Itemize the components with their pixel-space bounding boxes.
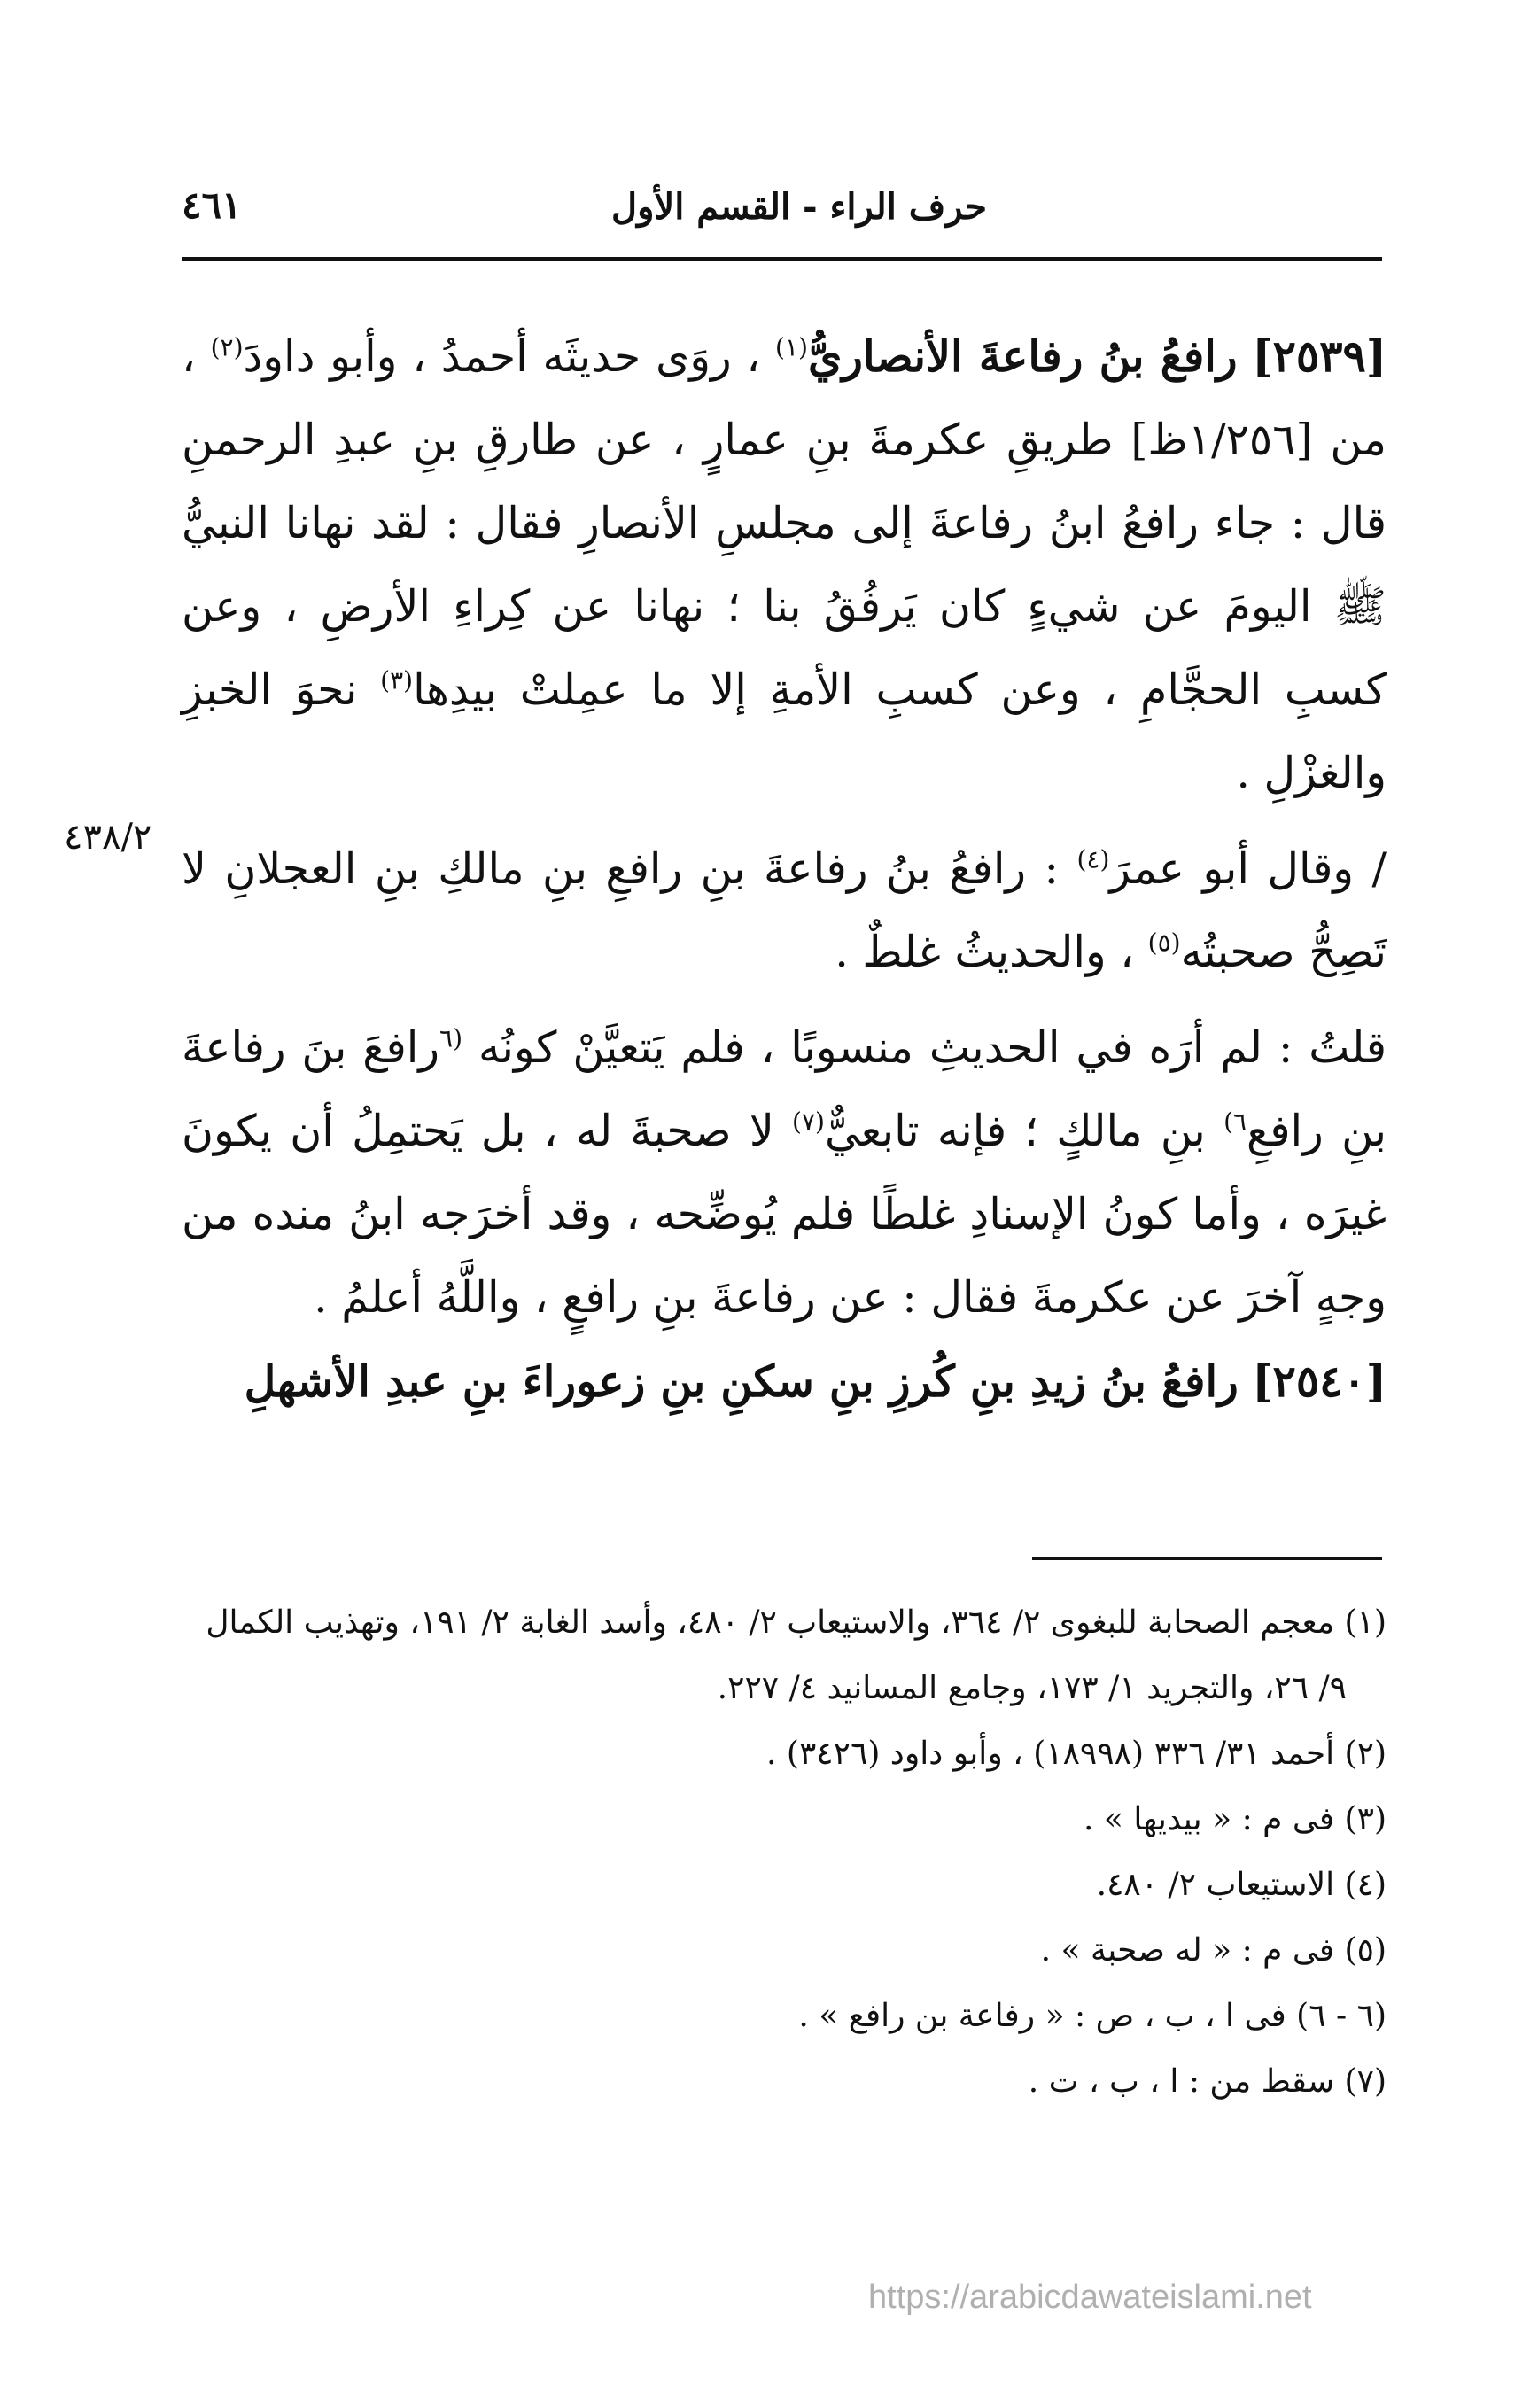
footnote: (٢) أحمد ٣١/ ٣٣٦ (١٨٩٩٨) ، وأبو داود (٣٤٢٦) . (766, 1736, 1387, 1772)
footnote: (٣) فى م : « بيديها » . (1083, 1801, 1387, 1837)
text-run: لا صحبةَ له ، بل يَحتمِلُ أن يكونَ غيرَه ، وأما كونُ الإسنادِ غلطًا فلم يُوضِّحه ، وقد أخرَجه ابنُ منده من وجهٍ آخرَ عن عكرمةَ فقال : عن رفاعةَ بنِ رافعٍ ، واللَّهُ أعلمُ . (182, 1106, 1387, 1323)
text-run: قلتُ : لم أرَه في الحديثِ منسوبًا ، فلم يَتعيَّنْ كونُه (478, 1022, 1387, 1073)
entry-name: رافعُ بنُ رفاعةَ الأنصاريُّ (807, 330, 1238, 382)
abu-umar-paragraph (182, 827, 1387, 994)
footnote-ref[interactable]: ٦) (1223, 1107, 1247, 1137)
footnote: (٦ - ٦) فى ا ، ب ، ص : « رفاعة بن رافع » . (798, 1998, 1387, 2034)
text-run: ، روَى حديثَه أحمدُ ، وأبو داودَ (243, 331, 761, 382)
text-run: رافعَ بنَ رفاعةَ بنِ رافعِ (182, 1022, 1387, 1156)
entry-number: [٢٥٤٠] (1252, 1355, 1387, 1407)
footnote-ref[interactable]: (٦ (439, 1023, 463, 1053)
watermark-url: https://arabicdawateislami.net (868, 2279, 1312, 2316)
footnote: (٧) سقط من : ا ، ب ، ت . (1028, 2063, 1387, 2100)
entry-number: [٢٥٣٩] (1252, 330, 1387, 382)
page-number: ٤٦١ (182, 183, 242, 227)
footnote-ref[interactable]: (٢) (210, 332, 244, 362)
footnote-rule (1032, 1557, 1382, 1560)
footnote-continuation: ٩/ ٢٦، والتجريد ١/ ١٧٣، وجامع المسانيد ٤/ ٢٢٧. (717, 1670, 1347, 1706)
entry-name: رافعُ بنُ زيدِ بنِ كُرزِ بنِ سكنِ بنِ زعوراءَ بنِ عبدِ الأشهلِ (244, 1355, 1239, 1407)
margin-reference: ٤٣٨/٢ (64, 817, 152, 858)
text-run: ، والحديثُ غلطٌ . (835, 927, 1135, 977)
footnote: (٤) الاستيعاب ٢/ ٤٨٠. (1096, 1867, 1387, 1903)
text-run: بنِ مالكٍ ؛ فإنه تابعيٌّ (824, 1106, 1206, 1156)
text-run: : رافعُ بنُ رفاعةَ بنِ رافعِ بنِ مالكِ بنِ العجلانِ لا تَصِحُّ صحبتُه (182, 843, 1387, 977)
entry-2540 (182, 1340, 1387, 1424)
footnotes (182, 1590, 1387, 2115)
footnote: (١) معجم الصحابة للبغوى ٢/ ٣٦٤، والاستيعاب ٢/ ٤٨٠، وأسد الغابة ٢/ ١٩١، وتهذيب الكمال (206, 1604, 1387, 1641)
main-text (182, 315, 1387, 1424)
footnote-ref[interactable]: (١) (775, 332, 808, 362)
header-rule (182, 257, 1382, 261)
text-run: ، من [١/٢٥٦ظ] طريقِ عكرمةَ بنِ عمارٍ ، عن طارقِ بنِ عبدِ الرحمنِ قال : جاء رافعُ ابنُ رفاعةَ إلى مجلسِ الأنصارِ فقال : لقد نهانا النبيُّ ﷺ اليومَ عن شيءٍ كان يَرفُقُ بنا ؛ نهانا عن كِراءِ الأرضِ ، وعن كسبِ الحجَّامِ ، وعن كسبِ الأمةِ إلا ما عمِلتْ بيدِها (182, 331, 1387, 715)
qultu-paragraph (182, 1006, 1387, 1340)
footnote-ref[interactable]: (٥) (1147, 928, 1181, 958)
footnote-ref[interactable]: (٤) (1076, 844, 1110, 874)
text-run: / وقال أبو عمرَ (1109, 843, 1387, 894)
running-header-title: حرف الراء - القسم الأول (611, 186, 988, 228)
footnote-ref[interactable]: (٧) (792, 1107, 825, 1137)
footnote-ref[interactable]: (٣) (380, 665, 414, 695)
footnote: (٥) فى م : « له صحبة » . (1040, 1932, 1387, 1969)
entry-2539 (182, 315, 1387, 815)
text-run: نحوَ الخبزِ والغزْلِ . (182, 664, 1387, 798)
